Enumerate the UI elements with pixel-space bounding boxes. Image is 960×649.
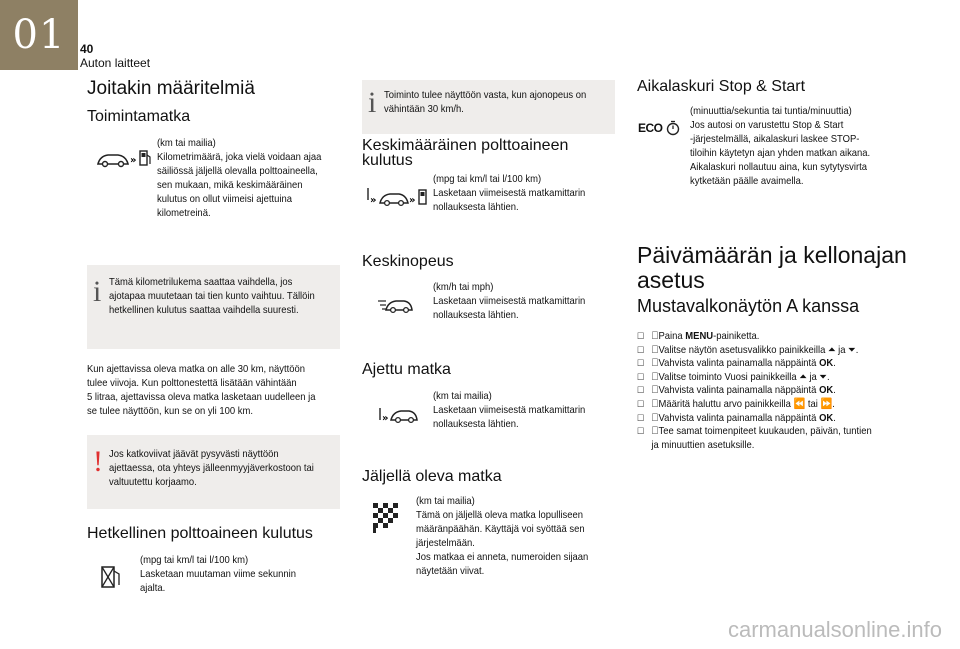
info-box-speed: i Toiminto tulee näyttöön vasta, kun ajonopeus on vähintään 30 km/h.	[362, 80, 615, 134]
range-heading: Toimintamatka	[87, 108, 191, 125]
stopstart-heading: Aikalaskuri Stop & Start	[637, 78, 806, 95]
checkbox-icon: ☐	[637, 358, 645, 369]
instant-heading: Hetkellinen polttoaineen kulutus	[87, 525, 313, 542]
info-icon: i	[93, 275, 102, 308]
checkbox-icon: ☐	[637, 344, 645, 355]
avg-speed-icon	[378, 295, 414, 315]
page-title: Joitakin määritelmiä	[87, 78, 255, 99]
range-unit: (km tai mailia)	[157, 137, 216, 149]
step-item: ☐ Tee samat toimenpiteet kuukauden, päivän, tuntien ja minuuttien asetuksille.	[637, 425, 872, 451]
page-number: 40	[80, 42, 94, 56]
checkbox-icon: ☐	[637, 426, 645, 437]
date-time-title: Päivämäärän ja kellonajan asetus	[637, 242, 907, 293]
eco-label: ECO	[638, 121, 663, 135]
timer-icon	[665, 120, 681, 136]
checkbox-icon: ☐	[637, 371, 645, 382]
step-item: ☐ Määritä haluttu arvo painikkeilla ⏪ tai ⏩.	[637, 397, 835, 410]
checkbox-icon: ☐	[637, 412, 645, 423]
checkbox-icon: ☐	[637, 331, 645, 341]
eco-timer-icon	[638, 120, 681, 136]
step-item: ☐ Vahvista valinta painamalla näppäintä OK.	[637, 357, 836, 370]
distance-heading: Ajettu matka	[362, 361, 451, 378]
avg-consumption-heading: Keskimääräinen polttoaineen kulutus	[362, 137, 569, 169]
step-item: ☐ Paina MENU-painiketta.	[637, 330, 760, 342]
avg-speed-text: (km/h tai mph) Lasketaan viimeisestä matkamittarin nollauksesta lähtien.	[433, 281, 586, 321]
checkbox-icon: ☐	[637, 385, 645, 396]
range-paragraph: Kun ajettavissa oleva matka on alle 30 km, näyttöön tulee viivoja. Kun polttonestettä lisätään vähintään 5 litraa, ajettavissa oleva matka lasketaan uudelleen ja se tulee näyttöön, kun se on yli 100 km.	[87, 363, 316, 417]
svg-text:»: »	[409, 195, 416, 206]
step-item: ☐ Vahvista valinta painamalla näppäintä OK.	[637, 411, 836, 424]
section-name: Auton laitteet	[80, 56, 151, 70]
avg-consumption-icon	[366, 186, 430, 210]
remaining-heading: Jäljellä oleva matka	[362, 468, 502, 485]
svg-text:»: »	[382, 413, 389, 424]
range-text: (km tai mailia) Kilometrimäärä, joka vielä voidaan ajaa säiliössä jäljellä olevalla polttoaineella, sen mukaan, mikä keskimääräinen kulutus on ollut viimeisi ajettuina kilometreinä.	[157, 136, 346, 220]
steps-list	[637, 330, 907, 452]
step-item: ☐ Vahvista valinta painamalla näppäintä OK.	[637, 384, 836, 397]
mono-display-heading: Mustavalkonäytön A kanssa	[637, 296, 860, 316]
svg-text:»: »	[130, 155, 137, 166]
avg-consumption-text: (mpg tai km/l tai l/100 km) Lasketaan viimeisestä matkamittarin nollauksesta lähtien.	[433, 173, 586, 213]
warning-icon: !	[93, 445, 103, 478]
remaining-text: (km tai mailia) Tämä on jäljellä oleva matka lopulliseen määränpäähän. Käyttäjä voi syöttää sen järjestelmään. Jos matkaa ei anneta, numeroiden sijaan näytetään viivat.	[416, 495, 589, 577]
info-icon: i	[368, 86, 377, 119]
step-item: ☐ Valitse näytön asetusvalikko painikkeilla ⏶ ja ⏷.	[637, 343, 859, 356]
instant-text: (mpg tai km/l tai l/100 km) Lasketaan muutaman viime sekunnin ajalta.	[140, 554, 297, 594]
checkered-flag-icon	[373, 503, 401, 533]
watermark: carmanualsonline.info	[727, 617, 942, 642]
range-icon	[96, 148, 152, 170]
warning-box: ! Jos katkoviivat jäävät pysyvästi näyttöön ajettaessa, ota yhteys jälleenmyyjäverkostoon tai valtuutettu korjaamo.	[87, 435, 340, 509]
distance-icon	[378, 404, 418, 426]
step-item: ☐ Valitse toiminto Vuosi painikkeilla ⏶ ja ⏷.	[637, 370, 830, 383]
fuel-pump-icon	[100, 565, 122, 589]
info-box-range: i Tämä kilometrilukema saattaa vaihdella, jos ajotapaa muutetaan tai tien kunto vaihtuu. Tällöin hetkellinen kulutus saattaa vaihdella suuresti.	[87, 265, 340, 349]
chapter-tab: 01	[0, 0, 78, 70]
distance-text: (km tai mailia) Lasketaan viimeisestä matkamittarin nollauksesta lähtien.	[433, 390, 586, 430]
checkbox-icon: ☐	[637, 398, 645, 409]
stopstart-text: (minuuttia/sekuntia tai tuntia/minuuttia) Jos autosi on varustettu Stop & Start -järjestelmällä, aikalaskuri laskee STOP- tiloihin käytetyn ajan yhden matkan aikana. Aikalaskuri nollautuu aina, kun sytytysvirta kytketään päälle avaimella.	[690, 105, 871, 187]
avg-speed-heading: Keskinopeus	[362, 253, 454, 270]
svg-text:»: »	[370, 195, 377, 206]
